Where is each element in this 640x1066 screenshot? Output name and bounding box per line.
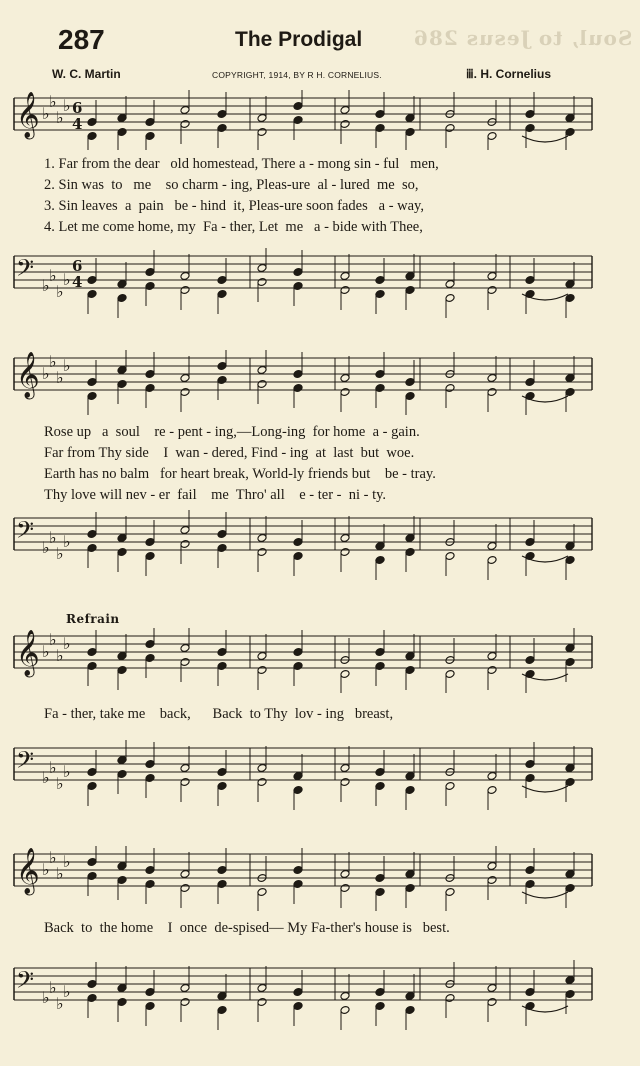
flat-sign: ♭ — [42, 768, 50, 787]
verse-line: 2. Sin was to me so charm - ing, Pleas-ure al - lured me so, — [44, 177, 419, 193]
staff-system-1-treble — [0, 90, 640, 150]
flat-sign: ♭ — [56, 774, 64, 793]
time-signature-top: 6 — [72, 99, 83, 117]
flat-sign: ♭ — [56, 864, 64, 883]
flat-sign: ♭ — [42, 104, 50, 123]
flat-sign: ♭ — [49, 352, 57, 371]
flat-sign: ♭ — [63, 96, 71, 115]
verse-line: Rose up a soul re - pent - ing,—Long-ing for home a - gain. — [44, 424, 420, 440]
flat-sign: ♭ — [42, 988, 50, 1007]
verse-line: Earth has no balm for heart break, World-ly friends but be - tray. — [44, 466, 436, 482]
time-signature-bottom: 4 — [72, 273, 83, 291]
flat-sign: ♭ — [56, 544, 64, 563]
treble-clef: 𝄞 — [16, 92, 40, 138]
verse-line: Far from Thy side I wan - dered, Find - ing at last but woe. — [44, 445, 415, 461]
tie — [522, 136, 568, 142]
flat-sign: ♭ — [49, 848, 57, 867]
flat-sign: ♭ — [56, 994, 64, 1013]
staff-system-2-treble — [0, 350, 640, 415]
flat-sign: ♭ — [63, 532, 71, 551]
hymn-title: The Prodigal — [235, 28, 363, 51]
flat-sign: ♭ — [63, 852, 71, 871]
verse-line: 3. Sin leaves a pain be - hind it, Pleas-ure soon fades a - way, — [44, 198, 424, 214]
copyright-notice: COPYRIGHT, 1914, BY R H. CORNELIUS. — [212, 70, 382, 80]
staff-system-2-bass — [0, 510, 640, 585]
flat-sign: ♭ — [49, 266, 57, 285]
flat-sign: ♭ — [56, 368, 64, 387]
staff-system-3-bass — [0, 740, 640, 810]
flat-sign: ♭ — [42, 276, 50, 295]
verse-line: Thy love will nev - er fail me Thro' all e - ter - ni - ty. — [44, 487, 387, 503]
flat-sign: ♭ — [42, 642, 50, 661]
flat-sign: ♭ — [49, 528, 57, 547]
time-signature-bottom: 4 — [72, 115, 83, 133]
staff-system-4-bass — [0, 960, 640, 1035]
flat-sign: ♭ — [63, 982, 71, 1001]
tie — [522, 786, 568, 792]
refrain-line: Back to the home I once de-spised— My Fa-ther's house is best. — [44, 920, 450, 936]
verse-line: 1. Far from the dear old homestead, There a - mong sin - ful men, — [44, 156, 439, 172]
treble-clef: 𝄞 — [16, 848, 40, 894]
composer-credit: ⅲ. H. Cornelius — [466, 67, 551, 81]
refrain-line: Fa - ther, take me back, Back to Thy lov - ing breast, — [44, 706, 394, 722]
flat-sign: ♭ — [49, 758, 57, 777]
flat-sign: ♭ — [49, 978, 57, 997]
flat-sign: ♭ — [42, 364, 50, 383]
tie — [522, 892, 568, 898]
verse-line: 4. Let me come home, my Fa - ther, Let me a - bide with Thee, — [44, 219, 423, 235]
time-signature-top: 6 — [72, 257, 83, 275]
treble-clef: 𝄞 — [16, 630, 40, 676]
flat-sign: ♭ — [63, 634, 71, 653]
staff-system-3-treble — [0, 628, 640, 693]
flat-sign: ♭ — [49, 630, 57, 649]
flat-sign: ♭ — [49, 92, 57, 111]
flat-sign: ♭ — [63, 762, 71, 781]
staff-system-1-bass — [0, 248, 640, 318]
bleed-through-text: Soul, to Jesus 286 — [412, 26, 632, 50]
treble-clef: 𝄞 — [16, 352, 40, 398]
flat-sign: ♭ — [56, 108, 64, 127]
flat-sign: ♭ — [63, 270, 71, 289]
refrain-label: Refrain — [66, 612, 120, 626]
flat-sign: ♭ — [56, 282, 64, 301]
lyricist-credit: W. C. Martin — [52, 67, 121, 81]
bass-clef: 𝄢 — [16, 966, 35, 999]
flat-sign: ♭ — [63, 356, 71, 375]
staff-system-4-treble — [0, 846, 640, 911]
flat-sign: ♭ — [42, 860, 50, 879]
bass-clef: 𝄢 — [16, 254, 35, 287]
bass-clef: 𝄢 — [16, 746, 35, 779]
flat-sign: ♭ — [42, 538, 50, 557]
hymn-number: 287 — [58, 24, 105, 55]
bass-clef: 𝄢 — [16, 516, 35, 549]
flat-sign: ♭ — [56, 646, 64, 665]
